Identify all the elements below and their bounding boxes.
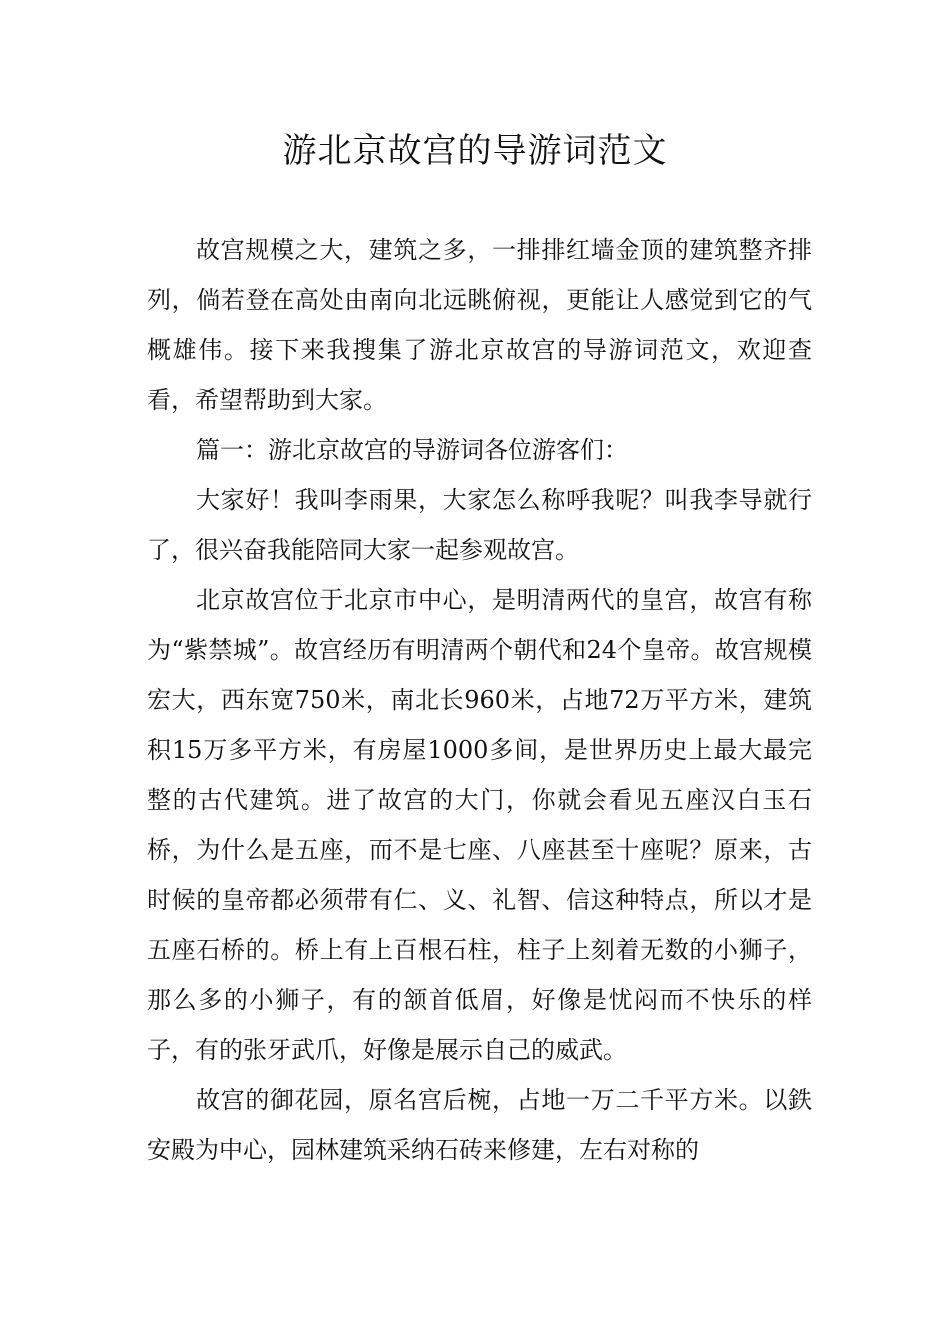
paragraph-greeting: 大家好！我叫李雨果，大家怎么称呼我呢？叫我李导就行了，很兴奋我能陪同大家一起参观故宫。	[147, 486, 812, 564]
paragraph-imperial-garden: 故宫的御花园，原名宫后椀，占地一万二千平方米。以鉄安殿为中心，园林建筑采纳石砖来修建，左右对称的	[147, 1086, 812, 1164]
paragraph-intro: 故宫规模之大，建筑之多，一排排红墙金顶的建筑整齐排列，倘若登在高处由南向北远眺俯视，更能让人感觉到它的气概雄伟。接下来我搜集了游北京故宫的导游词范文，欢迎查看，希望帮助到大家。	[147, 236, 812, 414]
paragraph-section-heading: 篇一：游北京故宫的导游词各位游客们：	[196, 436, 628, 464]
document-body	[147, 225, 812, 1175]
document-title: 游北京故宫的导游词范文	[282, 131, 668, 171]
paragraph-palace-overview: 北京故宫位于北京市中心，是明清两代的皇宫，故宫有称为“紫禁城”。故宫经历有明清两个朝代和24个皇帝。故宫规模宏大，西东宽750米，南北长960米，占地72万平方米，建筑积15万多平方米，有房屋1000多间，是世界历史上最大最完整的古代建筑。进了故宫的大门，你就会看见五座汉白玉石桥，为什么是五座，而不是七座、八座甚至十座呢？原来，古时候的皇帝都必须带有仁、义、礼智、信这种特点，所以才是五座石桥的。桥上有上百根石柱，柱子上刻着无数的小狮子，那么多的小狮子，有的颔首低眉，好像是忧闷而不快乐的样子，有的张牙武爪，好像是展示自己的威武。	[147, 586, 812, 1064]
